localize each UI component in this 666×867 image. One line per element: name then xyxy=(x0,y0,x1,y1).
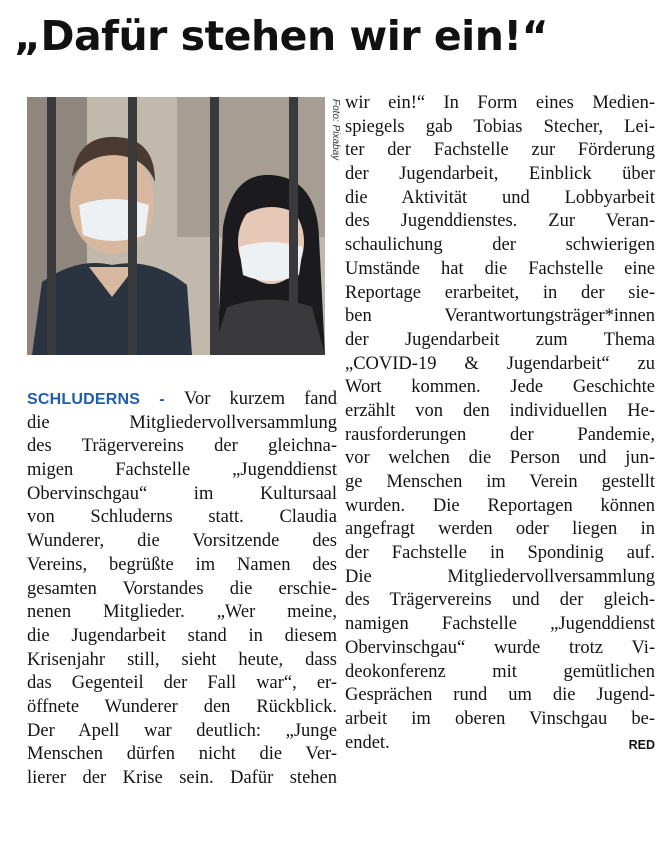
article-first-line xyxy=(27,388,337,412)
article-line xyxy=(345,400,655,424)
photo-credit: Foto: Pixabay xyxy=(330,99,341,161)
article-line: Vor kurzem fand xyxy=(183,389,337,409)
article-line-text: endet. xyxy=(345,732,390,753)
article-line xyxy=(345,661,655,685)
article-line xyxy=(345,424,655,448)
article-line-text: ter der Fachstelle zur Förderung xyxy=(345,140,655,161)
article-line: Obervinschgau“ im Kultursaal xyxy=(27,483,337,504)
article-line-text: Die Mitgliedervollversammlung xyxy=(345,566,655,587)
article-line-text: deokonferenz mit gemütlichen xyxy=(345,661,655,682)
article-column-left xyxy=(27,388,337,791)
article-line-text: der Jugendarbeit zum Thema xyxy=(345,329,655,350)
article-line xyxy=(345,471,655,495)
article-line-text: Reportage erarbeitet, in der sie- xyxy=(345,282,655,303)
article-line: nenen Mitglieder. „Wer meine, xyxy=(27,602,337,623)
article-line xyxy=(345,566,655,590)
article-line: Vereins, begrüßte im Namen des xyxy=(27,554,337,575)
dateline: SCHLUDERNS xyxy=(27,391,141,408)
article-line xyxy=(345,234,655,258)
article-line: die Jugendarbeit stand in diesem xyxy=(27,625,337,646)
article-line-text: des Jugenddienstes. Zur Veran- xyxy=(345,211,655,232)
article-line xyxy=(345,518,655,542)
article-line xyxy=(345,329,655,353)
article-line xyxy=(345,376,655,400)
article-line xyxy=(345,305,655,329)
article-line-text: wir ein!“ In Form eines Medien- xyxy=(345,93,655,113)
dateline-separator: - xyxy=(140,391,184,408)
article-line xyxy=(345,684,655,708)
article-line xyxy=(345,282,655,306)
article-line: öffnete Wunderer den Rückblick. xyxy=(27,696,337,717)
article-line xyxy=(345,258,655,282)
article-line-text: Obervinschgau“ wurde trotz Vi- xyxy=(345,637,655,658)
article-line xyxy=(345,613,655,637)
article-line xyxy=(345,637,655,661)
article-photo xyxy=(27,97,325,355)
article-line-text: erzählt von den individuellen He- xyxy=(345,400,655,421)
article-line xyxy=(345,708,655,732)
article-line-text: spiegels gab Tobias Stecher, Lei- xyxy=(345,116,655,137)
article-line: von Schluderns statt. Claudia xyxy=(27,507,337,528)
article-line-text: die Aktivität und Lobbyarbeit xyxy=(345,187,655,208)
article-line: migen Fachstelle „Jugenddienst xyxy=(27,460,337,481)
article-line: die Mitgliedervollversammlung xyxy=(27,412,337,433)
article-line xyxy=(345,139,655,163)
article-line xyxy=(345,163,655,187)
article-line-text: arbeit im oberen Vinschgau be- xyxy=(345,708,655,729)
article-line xyxy=(345,187,655,211)
article-line xyxy=(345,589,655,613)
article-line xyxy=(345,732,655,756)
article-column-right xyxy=(345,92,655,757)
article-line: gesamten Vorstandes die erschie- xyxy=(27,578,337,599)
article-line-text: des Trägervereins und der gleich- xyxy=(345,590,655,611)
article-line-text: „COVID-19 & Jugendarbeit“ zu xyxy=(345,353,655,374)
article-line-text: ge Menschen im Verein gestellt xyxy=(345,472,655,492)
article-line-text: schaulichung der schwierigen xyxy=(345,235,655,256)
article-line-text: ben Verantwortungsträger*innen xyxy=(345,306,655,327)
article-line-text: namigen Fachstelle „Jugenddienst xyxy=(345,614,655,635)
article-headline: „Dafür stehen wir ein!“ xyxy=(14,12,549,60)
article-line: Menschen dürfen nicht die Ver- xyxy=(27,744,337,765)
article-line: lierer der Krise sein. Dafür stehen xyxy=(27,768,337,788)
article-line: Krisenjahr still, sieht heute, dass xyxy=(27,649,337,670)
article-line: Wunderer, die Vorsitzende des xyxy=(27,531,337,552)
article-line xyxy=(345,116,655,140)
author-signoff: RED xyxy=(628,737,655,752)
article-line-text: Wort kommen. Jede Geschichte xyxy=(345,377,655,398)
article-line: des Trägervereins der gleichna- xyxy=(27,436,337,457)
article-line xyxy=(345,447,655,471)
article-line-text: wurden. Die Reportagen können xyxy=(345,495,655,516)
article-line-text: vor welchen die Person und jun- xyxy=(345,448,655,469)
article-line: das Gegenteil der Fall war“, er- xyxy=(27,673,337,694)
article-line-text: rausforderungen der Pandemie, xyxy=(345,424,655,445)
article-line-text: angefragt werden oder liegen in xyxy=(345,519,655,540)
article-line xyxy=(345,92,655,116)
article-line xyxy=(345,353,655,377)
article-line xyxy=(345,542,655,566)
article-line: Der Apell war deutlich: „Junge xyxy=(27,720,337,741)
article-line-text: der Jugendarbeit, Einblick über xyxy=(345,164,655,185)
article-line xyxy=(345,495,655,519)
article-line-text: der Fachstelle in Spondinig auf. xyxy=(345,543,655,564)
article-line-text: Umstände hat die Fachstelle eine xyxy=(345,258,655,279)
article-line-text: Gesprächen rund um die Jugend- xyxy=(345,685,655,706)
article-line xyxy=(345,210,655,234)
